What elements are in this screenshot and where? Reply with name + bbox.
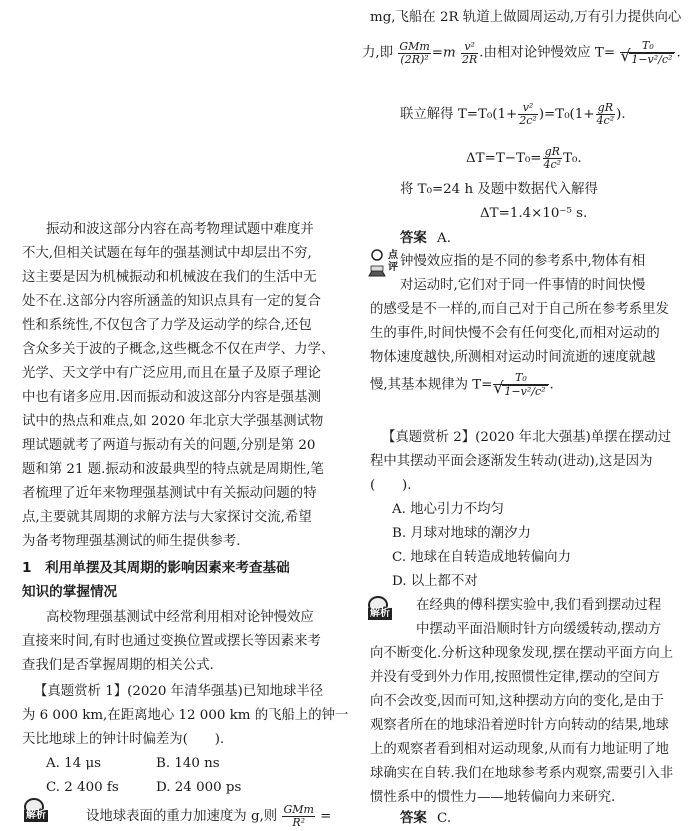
text: 力,即 <box>362 45 394 61</box>
answer-value: C. <box>437 811 452 826</box>
dianping-line: 慢,其基本规律为 T= T₀ √ 1−v²/c² . <box>370 372 554 398</box>
option-c: C. 地球在自转造成地转偏向力 <box>392 550 571 565</box>
reader-figure-icon <box>366 248 388 278</box>
answer-label: 答案 <box>400 810 427 826</box>
jiexi-text: 设地球表面的重力加速度为 g,则 <box>86 809 278 824</box>
example-line: 为 6 000 km,在距离地心 12 000 km 的飞船上的钟一 <box>22 708 349 723</box>
jiexi-line: 中摆动平面沿顺时针方向缓缓转动,摆动方 <box>416 622 662 637</box>
text: 联立解得 T=T₀(1+ <box>400 107 518 122</box>
intro-line: 理试题就考了两道与振动有关的问题,分别是第 20 <box>22 438 316 453</box>
text: 慢,其基本规律为 T= <box>370 377 493 393</box>
option-b: B. 月球对地球的潮汐力 <box>392 526 531 541</box>
answer-label: 答案 <box>400 230 427 246</box>
dianping-line: 物体速度越快,所测相对运动时间流逝的速度就越 <box>370 350 656 365</box>
dianping-icon <box>366 248 402 282</box>
option-c: C. 2 400 fs <box>46 780 119 795</box>
intro-line: 点,主要就其周期的求解方法与大家探讨交流,希望 <box>22 510 312 525</box>
intro-line: 为备考物理强基测试的师生提供参考. <box>22 534 241 549</box>
intro-line: 题和第 21 题.振动和波最典型的特点就是周期性,笔 <box>22 462 324 477</box>
intro-line: 处不在.这部分内容所涵盖的知识点具有一定的复合 <box>22 294 321 309</box>
solution-line: 联立解得 T=T₀(1+ $\frac{\text{v²}}{\text{2c²}}$ )=T₀(1+ $\frac{gR}{\text{4c²}}$ ). <box>400 101 626 127</box>
intro-line: 不大,但相关试题在每年的强基测试中却层出不穷, <box>22 246 312 261</box>
intro-line: 者梳理了近年来物理强基测试中有关振动问题的特 <box>22 486 317 501</box>
option-a: A. 14 μs <box>46 756 102 771</box>
text: ΔT=T−T₀= <box>466 151 542 166</box>
example-line: 【真题赏析 1】(2020 年清华强基)已知地球半径 <box>34 684 324 699</box>
intro-line: 振动和波这部分内容在高考物理试题中难度并 <box>46 222 314 237</box>
formula-fraction: $\frac{gR}{\text{4c²}}$ <box>596 101 615 127</box>
text: .由相对论钟慢效应 T= <box>479 45 616 61</box>
formula-fraction: T₀ √ 1−v²/c² <box>620 40 675 66</box>
example-line: 程中其摆动平面会逐渐发生转动(进动),这是因为 <box>370 454 653 469</box>
answer-line <box>400 808 451 829</box>
option-a: A. 地心引力不均匀 <box>392 502 504 517</box>
dianping-line: 生的事件,时间快慢不会有任何变化,而相对运动的 <box>370 326 660 341</box>
para-line: 高校物理强基测试中经常利用相对论钟慢效应 <box>46 610 314 625</box>
option-d: D. 24 000 ps <box>156 780 242 795</box>
formula-fraction: $\frac{\text{GMm}}{\text{(2R)²}}$ <box>399 39 430 66</box>
solution-line: 将 T₀=24 h 及题中数据代入解得 <box>400 182 598 197</box>
formula-fraction: $\frac{\text{v²}}{\text{2c²}}$ <box>519 101 537 127</box>
jiexi-line: 向不会改变,因而可知,这种摆动方向的变化,是由于 <box>370 694 664 709</box>
formula-fraction: T₀ √ 1−v²/c² <box>493 372 548 398</box>
formula-fraction: $\frac{\text{v²}}{2R}$ <box>461 39 478 66</box>
section-heading: 1 利用单摆及其周期的影响因素来考查基础 <box>22 560 290 576</box>
para-line: 查我们是否掌握周期的相关公式. <box>22 658 214 673</box>
answer-line <box>400 228 451 249</box>
intro-line: 含众多关于波的子概念,这些概念不仅在声学、力学、 <box>22 342 335 357</box>
para-line: 直接来时间,有时也通过变换位置或摆长等因素来考 <box>22 634 321 649</box>
jiexi-label: 解析 <box>26 810 46 821</box>
jiexi-line: 在经典的傅科摆实验中,我们看到摆动过程 <box>416 598 662 613</box>
jiexi-line: 观察者所在的地球沿着逆时针方向转动的结果,地球 <box>370 718 669 733</box>
magnifier-icon <box>366 596 402 620</box>
intro-line: 这主要是因为机械振动和机械波在我们的生活中无 <box>22 270 317 285</box>
solution-line: ΔT=1.4×10⁻⁵ s. <box>480 206 588 221</box>
solution-line: mg,飞船在 2R 轨道上做圆周运动,万有引力提供向心 <box>370 10 682 25</box>
formula-fraction: $\frac{gR}{\text{4c²}}$ <box>543 145 562 171</box>
formula-fraction: $\frac{\text{GMm}}{\text{R²}}$ <box>283 803 314 829</box>
dianping-line: 的感受是不一样的,而自己对于自己所在参考系里发 <box>370 302 669 317</box>
intro-line: 中也有诸多应用.因而振动和波这部分内容是强基测 <box>22 390 321 405</box>
example-line: 天比地球上的钟计时偏差为( ). <box>22 732 225 747</box>
magnifier-icon <box>22 798 58 822</box>
example-line: ( ). <box>370 478 412 493</box>
solution-line: 力,即 $\frac{\text{GMm}}{\text{(2R)²}}$ =m $\frac{\text{v²}}{2R}$ .由相对论钟慢效应 T= T₀ √ 1−v²/c² . <box>362 40 681 66</box>
intro-line: 光学、天文学中有广泛应用,而且在量子及原子理论 <box>22 366 321 381</box>
dianping-line: 钟慢效应指的是不同的参考系中,物体有相 <box>400 254 646 269</box>
jiexi-line: 球确实在自转.我们在地球参考系内观察,需要引入非 <box>370 766 674 781</box>
solution-line: ΔT=T−T₀= $\frac{gR}{\text{4c²}}$ T₀. <box>466 145 582 171</box>
jiexi-label: 解析 <box>370 608 390 619</box>
example-line: 【真题赏析 2】(2020 年北大强基)单摆在摆动过 <box>382 430 672 445</box>
option-d: D. 以上都不对 <box>392 574 478 589</box>
jiexi-line: 并没有受到外力作用,按照惯性定律,摆动的空间方 <box>370 670 660 685</box>
jiexi-line: 上的观察者看到相对运动现象,从而有力地证明了地 <box>370 742 669 757</box>
intro-line: 试中的热点和难点,如 2020 年北京大学强基测试物 <box>22 414 324 429</box>
jiexi-line: 向不断变化.分析这种现象发现,摆在摆动平面方向上 <box>370 646 674 661</box>
jiexi-line: 设地球表面的重力加速度为 g,则 $\frac{\text{GMm}}{\text{R²}}$ = <box>86 803 332 829</box>
answer-value: A. <box>437 231 451 246</box>
jiexi-line: 惯性系中的惯性力——地转偏向力来研究. <box>370 790 616 805</box>
dianping-label: 点评 <box>388 250 398 273</box>
dianping-line: 对运动时,它们对于同一件事情的时间快慢 <box>400 278 646 293</box>
intro-line: 性和系统性,不仅包含了力学及运动学的综合,还包 <box>22 318 312 333</box>
option-b: B. 140 ns <box>156 756 220 771</box>
section-heading: 知识的掌握情况 <box>22 584 118 600</box>
